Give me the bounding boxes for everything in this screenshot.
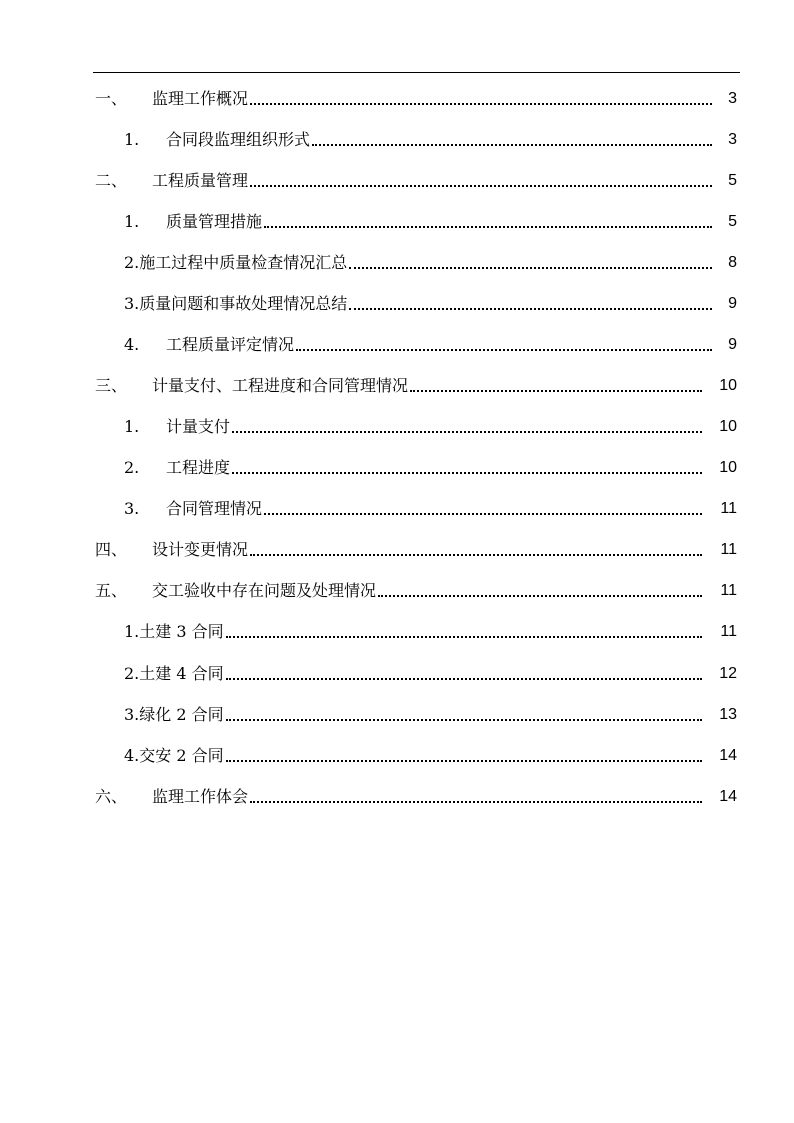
toc-dot-leader bbox=[296, 330, 712, 360]
toc-entry[interactable] bbox=[0, 741, 794, 771]
toc-entry-page: 9 bbox=[728, 336, 737, 353]
toc-dot-leader bbox=[312, 125, 712, 155]
toc-dot-leader bbox=[226, 617, 702, 647]
toc-entry-number: 1. bbox=[124, 130, 140, 149]
toc-entry-title: 计量支付、工程进度和合同管理情况 bbox=[152, 371, 410, 401]
toc-entry-page: 10 bbox=[719, 377, 737, 394]
toc-dot-leader bbox=[232, 412, 702, 442]
toc-entry-page: 5 bbox=[728, 172, 737, 189]
toc-entry-page: 14 bbox=[719, 747, 737, 764]
toc-entry-number: 四、 bbox=[95, 540, 128, 559]
toc-dot-leader bbox=[410, 371, 702, 401]
toc-dot-leader bbox=[264, 207, 712, 237]
toc-dot-leader bbox=[349, 248, 712, 278]
toc-entry[interactable] bbox=[0, 494, 794, 524]
toc-entry-page: 9 bbox=[728, 295, 737, 312]
toc-entry[interactable] bbox=[0, 782, 794, 812]
toc-entry[interactable] bbox=[0, 248, 794, 278]
toc-dot-leader bbox=[250, 84, 712, 114]
toc-entry-number: 五、 bbox=[95, 581, 128, 600]
toc-entry-number: 1. bbox=[124, 417, 140, 436]
toc-entry[interactable] bbox=[0, 617, 794, 647]
toc-entry-number: 4. bbox=[124, 335, 140, 354]
toc-entry-page: 11 bbox=[720, 623, 737, 640]
toc-entry[interactable] bbox=[0, 700, 794, 730]
toc-entry[interactable] bbox=[0, 412, 794, 442]
toc-entry[interactable] bbox=[0, 535, 794, 565]
toc-entry-title: 3.质量问题和事故处理情况总结 bbox=[124, 289, 349, 319]
toc-entry-page: 13 bbox=[719, 706, 737, 723]
toc-entry[interactable] bbox=[0, 371, 794, 401]
toc-entry-title: 计量支付 bbox=[166, 412, 232, 442]
toc-entry-title: 监理工作体会 bbox=[152, 782, 250, 812]
toc-entry[interactable] bbox=[0, 453, 794, 483]
toc-entry[interactable] bbox=[0, 84, 794, 114]
toc-entry-page: 11 bbox=[720, 582, 737, 599]
toc-entry-number: 2. bbox=[124, 458, 140, 477]
toc-entry-page: 3 bbox=[728, 131, 737, 148]
toc-entry[interactable] bbox=[0, 289, 794, 319]
toc-entry-number: 一、 bbox=[95, 89, 128, 108]
toc-dot-leader bbox=[226, 700, 702, 730]
toc-dot-leader bbox=[250, 535, 702, 565]
toc-dot-leader bbox=[250, 782, 702, 812]
toc-entry-page: 12 bbox=[719, 665, 737, 682]
toc-entry-title: 3.绿化 2 合同 bbox=[124, 700, 226, 730]
toc-dot-leader bbox=[378, 576, 702, 606]
toc-entry-title: 监理工作概况 bbox=[152, 84, 250, 114]
toc-entry[interactable] bbox=[0, 125, 794, 155]
toc-entry-title: 工程进度 bbox=[166, 453, 232, 483]
toc-entry[interactable] bbox=[0, 659, 794, 689]
toc-entry-title: 工程质量评定情况 bbox=[166, 330, 296, 360]
toc-dot-leader bbox=[349, 289, 712, 319]
toc-dot-leader bbox=[226, 659, 702, 689]
toc-dot-leader bbox=[264, 494, 702, 524]
toc-entry-number: 1. bbox=[124, 212, 140, 231]
toc-entry-title: 合同段监理组织形式 bbox=[166, 125, 312, 155]
toc-entry-title: 质量管理措施 bbox=[166, 207, 264, 237]
toc-entry-title: 合同管理情况 bbox=[166, 494, 264, 524]
toc-entry-title: 4.交安 2 合同 bbox=[124, 741, 226, 771]
toc-entry-number: 二、 bbox=[95, 171, 128, 190]
toc-dot-leader bbox=[232, 453, 702, 483]
toc-entry[interactable] bbox=[0, 166, 794, 196]
toc-entry-page: 11 bbox=[720, 500, 737, 517]
toc-dot-leader bbox=[226, 741, 702, 771]
toc-entry-page: 11 bbox=[720, 541, 737, 558]
toc-entry[interactable] bbox=[0, 330, 794, 360]
toc-entry-page: 8 bbox=[728, 254, 737, 271]
toc-entry-number: 六、 bbox=[95, 787, 128, 806]
toc-entry-number: 3. bbox=[124, 499, 140, 518]
toc-entry-title: 2.施工过程中质量检查情况汇总 bbox=[124, 248, 349, 278]
toc-entry-title: 2.土建 4 合同 bbox=[124, 659, 226, 689]
toc-entry-title: 1.土建 3 合同 bbox=[124, 617, 226, 647]
toc-entry-title: 工程质量管理 bbox=[152, 166, 250, 196]
toc-entry-title: 交工验收中存在问题及处理情况 bbox=[152, 576, 378, 606]
toc-dot-leader bbox=[250, 166, 712, 196]
toc-entry-title: 设计变更情况 bbox=[152, 535, 250, 565]
toc-entry[interactable] bbox=[0, 576, 794, 606]
toc-entry-page: 10 bbox=[719, 418, 737, 435]
toc-entry-page: 3 bbox=[728, 90, 737, 107]
toc-entry-page: 5 bbox=[728, 213, 737, 230]
toc-entry-page: 10 bbox=[719, 459, 737, 476]
toc-entry-number: 三、 bbox=[95, 376, 128, 395]
header-rule bbox=[93, 72, 740, 73]
toc-entry[interactable] bbox=[0, 207, 794, 237]
toc-entry-page: 14 bbox=[719, 788, 737, 805]
